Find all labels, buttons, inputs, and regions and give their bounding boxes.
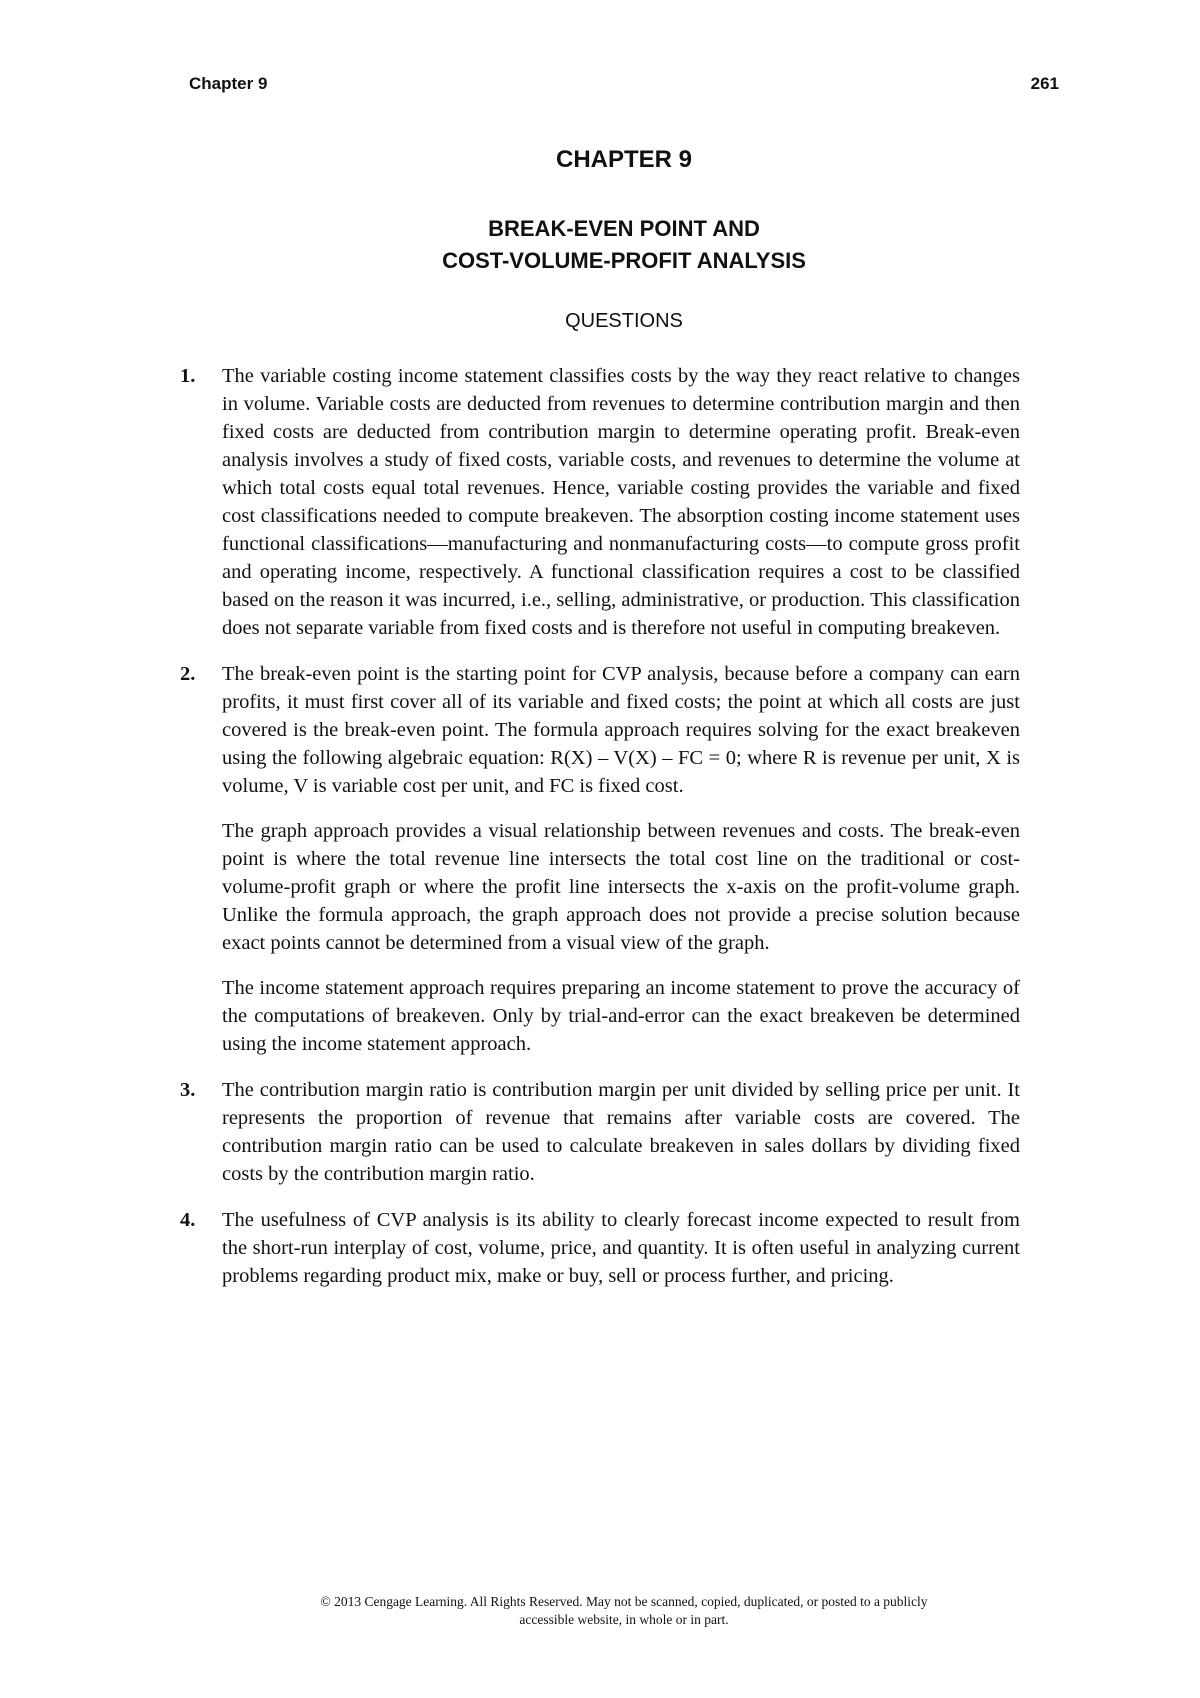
section-title: QUESTIONS	[565, 310, 683, 332]
question-paragraph: The break-even point is the starting point for CVP analysis, because before a company can earn profits, it must first cover all of its variable and fixed costs; the point at which all costs are just covered is the break-even point. The formula approach requires solving for the exact breakeven using the following algebraic equation: R(X) – V(X) – FC = 0; where R is revenue per unit, X is volume, V is variable cost per unit, and FC is fixed cost.	[222, 663, 1020, 797]
question-number: 4.	[180, 1209, 196, 1231]
question-paragraph: The income statement approach requires preparing an income statement to prove the accuracy of the computations of breakeven. Only by trial-and-error can the exact breakeven be determined using the income statement approach.	[222, 977, 1020, 1055]
main-title-line-1: BREAK-EVEN POINT AND	[488, 216, 760, 241]
page-number: 261	[1030, 74, 1059, 93]
copyright-footer	[189, 1593, 1059, 1629]
question-paragraph: The variable costing income statement classifies costs by the way they react relative to changes in volume. Variable costs are deducted from revenues to determine contribution margin and then fixed costs are deducted from contribution margin to determine operating profit. Break-even analysis involves a study of fixed costs, variable costs, and revenues to determine the volume at which total costs equal total revenues. Hence, variable costing provides the variable and fixed cost classifications needed to compute breakeven. The absorption costing income statement uses functional classifications—manufacturing and nonmanufacturing costs—to compute gross profit and operating income, respectively. A functional classification requires a cost to be classified based on the reason it was incurred, i.e., selling, administrative, or production. This classification does not separate variable from fixed costs and is therefore not useful in computing breakeven.	[222, 365, 1020, 639]
questions-list	[180, 362, 1020, 1308]
question-number: 2.	[180, 663, 196, 685]
question-item-3	[180, 1076, 1020, 1188]
header-chapter-label: Chapter 9	[189, 74, 268, 93]
question-number: 1.	[180, 365, 196, 387]
question-paragraph: The graph approach provides a visual relationship between revenues and costs. The break-even point is where the total revenue line intersects the total cost line on the traditional or cost-volume-profit graph or where the profit line intersects the x-axis on the profit-volume graph. Unlike the formula approach, the graph approach does not provide a precise solution because exact points cannot be determined from a visual view of the graph.	[222, 820, 1020, 954]
question-item-4	[180, 1206, 1020, 1290]
question-number: 3.	[180, 1079, 196, 1101]
question-paragraph: The contribution margin ratio is contribution margin per unit divided by selling price per unit. It represents the proportion of revenue that remains after variable costs are covered. The contribution margin ratio can be used to calculate breakeven in sales dollars by dividing fixed costs by the contribution margin ratio.	[222, 1079, 1020, 1185]
question-item-2	[180, 660, 1020, 1058]
copyright-line-1: © 2013 Cengage Learning. All Rights Reserved. May not be scanned, copied, duplicated, or posted to a publicly	[320, 1594, 928, 1609]
main-title	[189, 213, 1059, 277]
copyright-line-2: accessible website, in whole or in part.	[519, 1612, 729, 1627]
main-title-line-2: COST-VOLUME-PROFIT ANALYSIS	[442, 248, 806, 273]
chapter-title: CHAPTER 9	[555, 146, 693, 173]
question-paragraph: The usefulness of CVP analysis is its ability to clearly forecast income expected to result from the short-run interplay of cost, volume, price, and quantity. It is often useful in analyzing current problems regarding product mix, make or buy, sell or process further, and pricing.	[222, 1209, 1020, 1287]
question-item-1	[180, 362, 1020, 642]
